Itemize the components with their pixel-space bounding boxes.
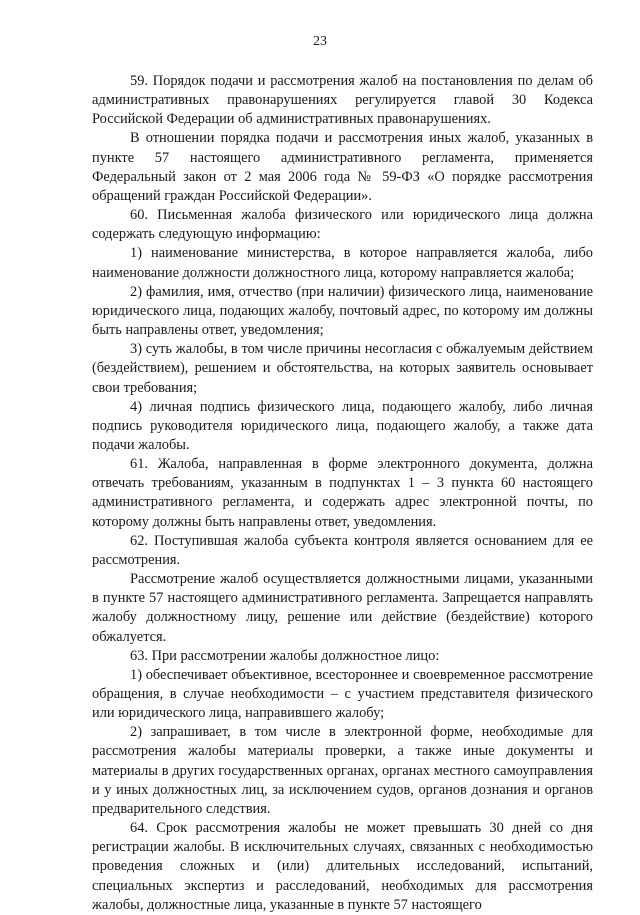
- page-number: 23: [313, 34, 327, 49]
- paragraph-61: 61. Жалоба, направленная в форме электронного документа, должна отвечать требованиям, указанным в подпунктах 1 – 3 пункта 60 настоящего административного регламента, и содержать адрес электронной почты, по которому должны быть направлены ответ, уведомления.: [92, 456, 593, 530]
- paragraph-63-item-1: 1) обеспечивает объективное, всестороннее и своевременное рассмотрение обращения, в случае необходимости – с участием представителя физического или юридического лица, направившего жалобу;: [92, 666, 593, 722]
- paragraph-60: 60. Письменная жалоба физического или юридического лица должна содержать следующую информацию:: [92, 207, 593, 243]
- paragraph-63-item-2: 2) запрашивает, в том числе в электронной форме, необходимые для рассмотрения жалобы материалы проверки, а также иные документы и материалы в других государственных органах, органах местного самоуправления и у иных должностных лиц, за исключением судов, органов дознания и органов предварительного следствия.: [92, 724, 593, 817]
- paragraph-60-item-4: 4) личная подпись физического лица, подающего жалобу, либо личная подпись руководителя юридического лица, подающего жалобу, а также дата подачи жалобы.: [92, 398, 593, 453]
- document-body: [92, 72, 593, 915]
- paragraph-60-item-3: 3) суть жалобы, в том числе причины несогласия с обжалуемым действием (бездействием), решением и обстоятельства, на которых заявитель основывает свои требования;: [92, 341, 593, 396]
- paragraph-62: 62. Поступившая жалоба субъекта контроля является основанием для ее рассмотрения.: [92, 532, 593, 568]
- paragraph-60-item-1: 1) наименование министерства, в которое направляется жалоба, либо наименование должности должностного лица, которому направляется жалоба;: [92, 245, 593, 281]
- paragraph-59: 59. Порядок подачи и рассмотрения жалоб на постановления по делам об административных правонарушениях регулируется главой 30 Кодекса Российской Федерации об административных правонарушениях.: [92, 73, 593, 128]
- paragraph-60-item-2: 2) фамилия, имя, отчество (при наличии) физического лица, наименование юридического лица, подающих жалобу, почтовый адрес, по которому им должны быть направлены ответ, уведомления;: [92, 283, 593, 339]
- paragraph-62-continuation: Рассмотрение жалоб осуществляется должностными лицами, указанными в пункте 57 настоящего административного регламента. Запрещается направлять жалобу должностному лицу, решение или действие (бездействие) которого обжалуется.: [92, 571, 593, 645]
- paragraph-64: 64. Срок рассмотрения жалобы не может превышать 30 дней со дня регистрации жалобы. В исключительных случаях, связанных с необходимостью проведения сложных и (или) длительных исследований, испытаний, специальных экспертиз и расследований, необходимых для рассмотрения жалобы, должностные лица, указанные в пункте 57 настоящего: [92, 820, 593, 913]
- paragraph-59-continuation: В отношении порядка подачи и рассмотрения иных жалоб, указанных в пункте 57 настоящего административного регламента, применяется Федеральный закон от 2 мая 2006 года № 59-ФЗ «О порядке рассмотрения обращений граждан Российской Федерации».: [92, 130, 593, 204]
- paragraph-63: 63. При рассмотрении жалобы должностное лицо:: [130, 647, 440, 664]
